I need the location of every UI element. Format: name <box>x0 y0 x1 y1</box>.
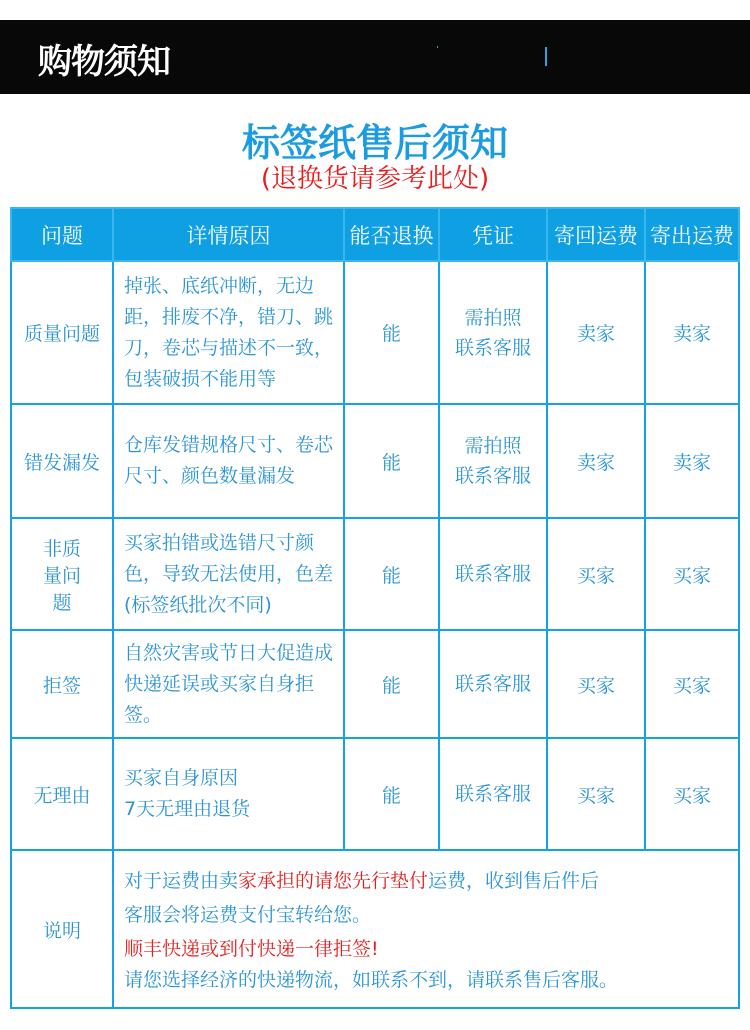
proof-cell: 联系客服 <box>439 630 547 738</box>
detail-cell: 掉张、底纸冲断，无边距，排废不净，错刀、跳刀，卷芯与描述不一致，包装破损不能用等 <box>113 261 344 404</box>
proof-cell: 需拍照 联系客服 <box>439 261 547 404</box>
return-cell: 能 <box>344 630 439 738</box>
proof-cell: 需拍照 联系客服 <box>439 404 547 518</box>
note-row <box>11 850 739 1008</box>
detail-cell: 买家自身原因 7天无理由退货 <box>113 738 344 850</box>
return-cell: 能 <box>344 518 439 630</box>
return-shipping-cell: 买家 <box>547 630 645 738</box>
banner <box>0 20 750 94</box>
header-cell: 能否退换 <box>344 208 439 261</box>
page-title: 标签纸售后须知 <box>241 121 508 165</box>
return-cell: 能 <box>344 261 439 404</box>
note-line-2: 客服会将运费支付宝转给您。 <box>124 904 372 926</box>
header-cell: 寄出运费 <box>645 208 739 261</box>
outbound-shipping-cell: 买家 <box>645 518 739 630</box>
return-shipping-cell: 卖家 <box>547 261 645 404</box>
note-line-4: 请您选择经济的快递物流，如联系不到，请联系售后客服。 <box>124 969 619 991</box>
banner-title: 购物须知 <box>38 42 170 82</box>
proof-cell: 联系客服 <box>439 518 547 630</box>
issue-cell: 质量问题 <box>11 261 113 404</box>
table-row <box>11 261 739 404</box>
issue-cell: 非质量问题 <box>11 518 113 630</box>
note-warning: 顺丰快递或到付快递一律拒签! <box>124 938 379 960</box>
decor-dot <box>437 46 438 48</box>
header-cell: 详情原因 <box>113 208 344 261</box>
return-shipping-cell: 买家 <box>547 518 645 630</box>
issue-cell: 拒签 <box>11 630 113 738</box>
outbound-shipping-cell: 卖家 <box>645 261 739 404</box>
table-row <box>11 518 739 630</box>
note-label: 说明 <box>11 850 113 1008</box>
table-row <box>11 738 739 850</box>
issue-cell: 错发漏发 <box>11 404 113 518</box>
return-cell: 能 <box>344 738 439 850</box>
table-header <box>11 208 739 261</box>
issue-cell: 无理由 <box>11 738 113 850</box>
note-text: 对于运费由卖 <box>124 870 239 892</box>
header-cell: 问题 <box>11 208 113 261</box>
detail-cell: 买家拍错或选错尺寸颜色，导致无法使用，色差(标签纸批次不同) <box>113 518 344 630</box>
after-sales-table <box>10 207 740 1009</box>
outbound-shipping-cell: 卖家 <box>645 404 739 518</box>
table-row <box>11 630 739 738</box>
outbound-shipping-cell: 买家 <box>645 738 739 850</box>
note-highlight: 家承担的请您先行垫付 <box>238 870 429 892</box>
header-cell: 寄回运费 <box>547 208 645 261</box>
proof-cell: 联系客服 <box>439 738 547 850</box>
page-subtitle: (退换货请参考此处) <box>260 164 490 194</box>
return-shipping-cell: 卖家 <box>547 404 645 518</box>
note-text: 运费，收到售后件后 <box>428 870 600 892</box>
outbound-shipping-cell: 买家 <box>645 630 739 738</box>
note-line-1 <box>124 864 738 898</box>
return-cell: 能 <box>344 404 439 518</box>
detail-cell: 仓库发错规格尺寸、卷芯尺寸、颜色数量漏发 <box>113 404 344 518</box>
table-row <box>11 404 739 518</box>
detail-cell: 自然灾害或节日大促造成快递延误或买家自身拒签。 <box>113 630 344 738</box>
header-cell: 凭证 <box>439 208 547 261</box>
decor-line <box>545 47 547 66</box>
note-content <box>113 850 739 1008</box>
return-shipping-cell: 买家 <box>547 738 645 850</box>
